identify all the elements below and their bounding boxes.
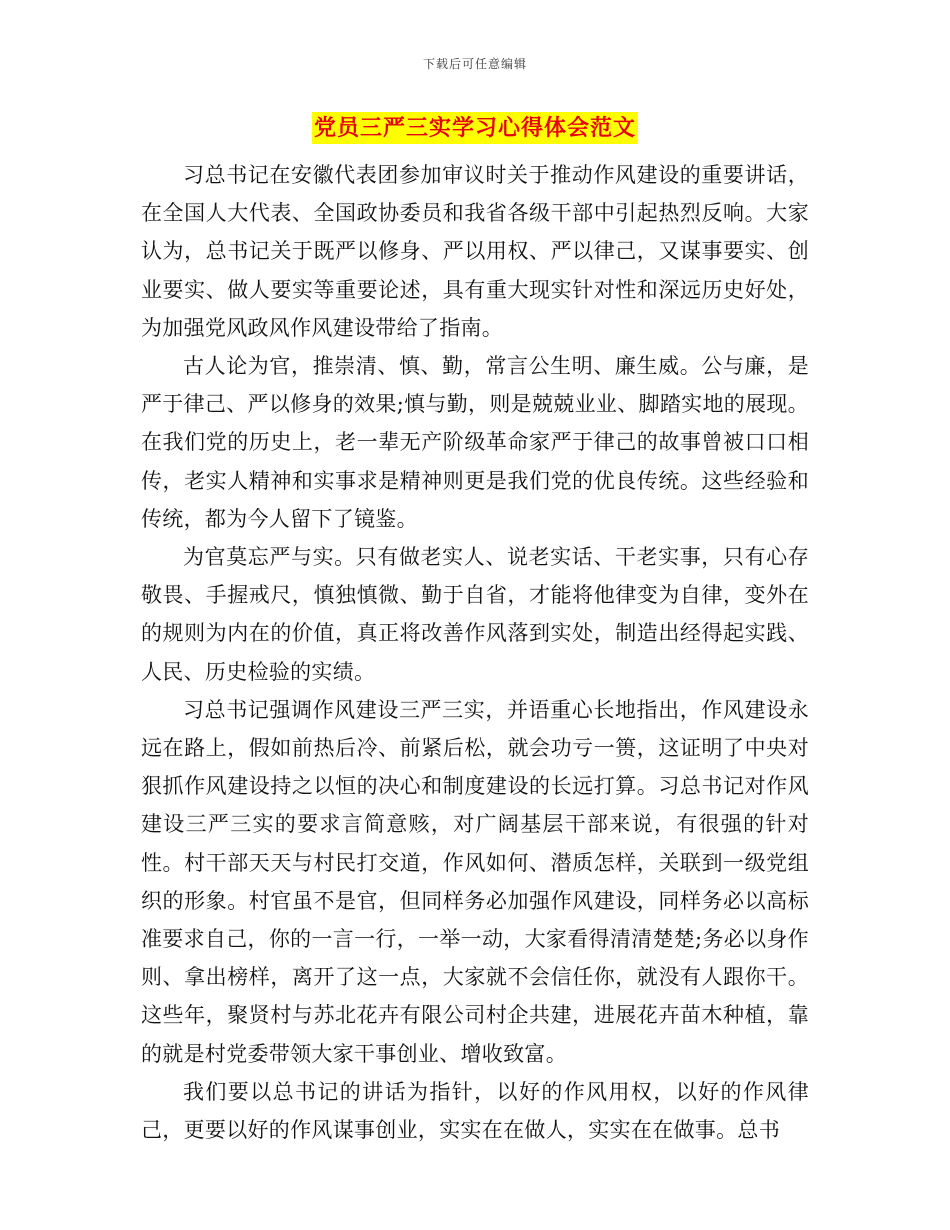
paragraph-1: 习总书记在安徽代表团参加审议时关于推动作风建设的重要讲话，在全国人大代表、全国政协委员和我省各级干部中引起热烈反响。大家认为，总书记关于既严以修身、严以用权、严以律己，又谋事要实、创业要实、做人要实等重要论述，具有重大现实针对性和深远历史好处，为加强党风政风作风建设带给了指南。 [141,163,809,340]
document-body [141,156,809,1149]
page-header-note: 下载后可任意编辑 [422,57,527,71]
paragraph-5: 我们要以总书记的讲话为指针，以好的作风用权，以好的作风律己，更要以好的作风谋事创业，实实在在做人，实实在在做事。总书 [141,1079,809,1143]
title-container [0,112,950,144]
paragraph-2: 古人论为官，推崇清、慎、勤，常言公生明、廉生威。公与廉，是严于律己、严以修身的效果;慎与勤，则是兢兢业业、脚踏实地的展现。在我们党的历史上，老一辈无产阶级革命家严于律己的故事曾被口口相传，老实人精神和实事求是精神则更是我们党的优良传统。这些经验和传统，都为今人留下了镜鉴。 [141,354,809,531]
document-title: 党员三严三实学习心得体会范文 [312,112,638,144]
paragraph-4: 习总书记强调作风建设三严三实，并语重心长地指出，作风建设永远在路上，假如前热后冷、前紧后松，就会功亏一篑，这证明了中央对狠抓作风建设持之以恒的决心和制度建设的长远打算。习总书记对作风建设三严三实的要求言简意赅，对广阔基层干部来说，有很强的针对性。村干部天天与村民打交道，作风如何、潜质怎样，关联到一级党组织的形象。村官虽不是官，但同样务必加强作风建设，同样务必以高标准要求自己，你的一言一行，一举一动，大家看得清清楚楚;务必以身作则、拿出榜样，离开了这一点，大家就不会信任你，就没有人跟你干。这些年，聚贤村与苏北花卉有限公司村企共建，进展花卉苗木种植，靠的就是村党委带领大家干事创业、增收致富。 [141,697,809,1066]
paragraph-3: 为官莫忘严与实。只有做老实人、说老实话、干老实事，只有心存敬畏、手握戒尺，慎独慎微、勤于自省，才能将他律变为自律，变外在的规则为内在的价值，真正将改善作风落到实处，制造出经得起实践、人民、历史检验的实绩。 [141,545,809,684]
